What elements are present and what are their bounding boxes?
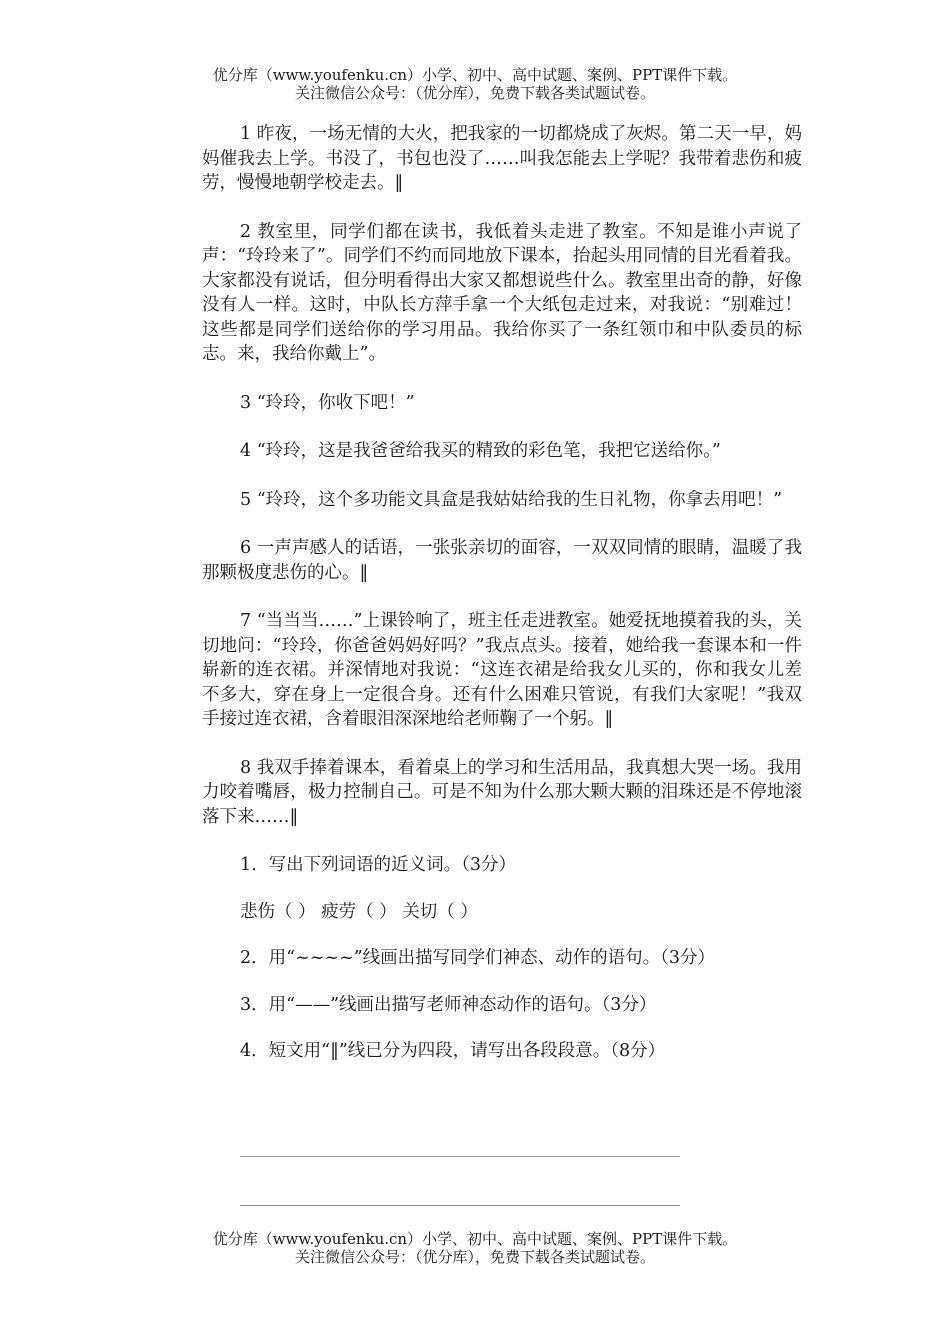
paragraph-8: 8 我双手捧着课本，看着桌上的学习和生活用品，我真想大哭一场。我用力咬着嘴唇，极力控制自己。可是不知为什么那大颗大颗的泪珠还是不停地滚落下来……‖ — [202, 757, 802, 827]
question-1: 1．写出下列词语的近义词。（3分） — [240, 855, 517, 875]
footer-line-2: 关注微信公众号：（优分库），免费下载各类试题试卷。 — [294, 1248, 655, 1266]
header-line-2: 关注微信公众号：（优分库），免费下载各类试题试卷。 — [294, 84, 655, 102]
paragraph-6: 6 一声声感人的话语，一张张亲切的面容，一双双同情的眼睛，温暖了我那颗极度悲伤的心。‖ — [202, 538, 802, 583]
paragraph-5: 5 “玲玲，这个多功能文具盒是我姑姑给我的生日礼物，你拿去用吧！” — [240, 489, 783, 510]
paragraph-7: 7 “当当当……”上课铃响了，班主任走进教室。她爱抚地摸着我的头，关切地问：“玲玲，你爸爸妈妈好吗？”我点点头。接着，她给我一套课本和一件崭新的连衣裙。并深情地对我说：“这连衣裙是给我女儿买的，你和我女儿差不多大，穿在身上一定很合身。还有什么困难只管说，有我们大家呢！”我双手接过连衣裙，含着眼泪深深地给老师鞠了一个躬。‖ — [202, 611, 802, 729]
header-line-1: 优分库（www.youfenku.cn）小学、初中、高中试题、案例、PPT课件下载。 — [212, 66, 738, 84]
footer-line-1: 优分库（www.youfenku.cn）小学、初中、高中试题、案例、PPT课件下载。 — [212, 1230, 738, 1248]
question-4: 4．短文用“‖”线已分为四段，请写出各段段意。（8分） — [240, 1041, 666, 1061]
paragraph-3: 3 “玲玲，你收下吧！” — [240, 392, 415, 413]
answer-line-1 — [240, 1156, 680, 1157]
paragraph-1: 1 昨夜，一场无情的大火，把我家的一切都烧成了灰烬。第二天一早，妈妈催我去上学。书没了，书包也没了……叫我怎能去上学呢？我带着悲伤和疲劳，慢慢地朝学校走去。‖ — [202, 124, 802, 193]
article-body — [202, 122, 802, 1086]
question-2: 2．用“~~~~”线画出描写同学们神态、动作的语句。（3分） — [240, 948, 716, 968]
question-1-items: 悲伤（ ） 疲劳（ ） 关切（ ） — [240, 901, 478, 922]
answer-line-2 — [240, 1205, 680, 1206]
paragraph-4: 4 “玲玲，这是我爸爸给我买的精致的彩色笔，我把它送给你。” — [240, 441, 721, 461]
paragraph-2: 2 教室里，同学们都在读书，我低着头走进了教室。不知是谁小声说了声：“玲玲来了”。同学们不约而同地放下课本，抬起头用同情的目光看着我。大家都没有说话，但分明看得出大家又都想说些什么。教室里出奇的静，好像没有人一样。这时，中队长方萍手拿一个大纸包走过来，对我说：“别难过！这些都是同学们送给你的学习用品。我给你买了一条红领巾和中队委员的标志。来，我给你戴上”。 — [202, 221, 802, 364]
page-footer — [0, 1230, 950, 1266]
page-header — [0, 66, 950, 102]
question-3: 3．用“——”线画出描写老师神态动作的语句。（3分） — [240, 994, 657, 1015]
